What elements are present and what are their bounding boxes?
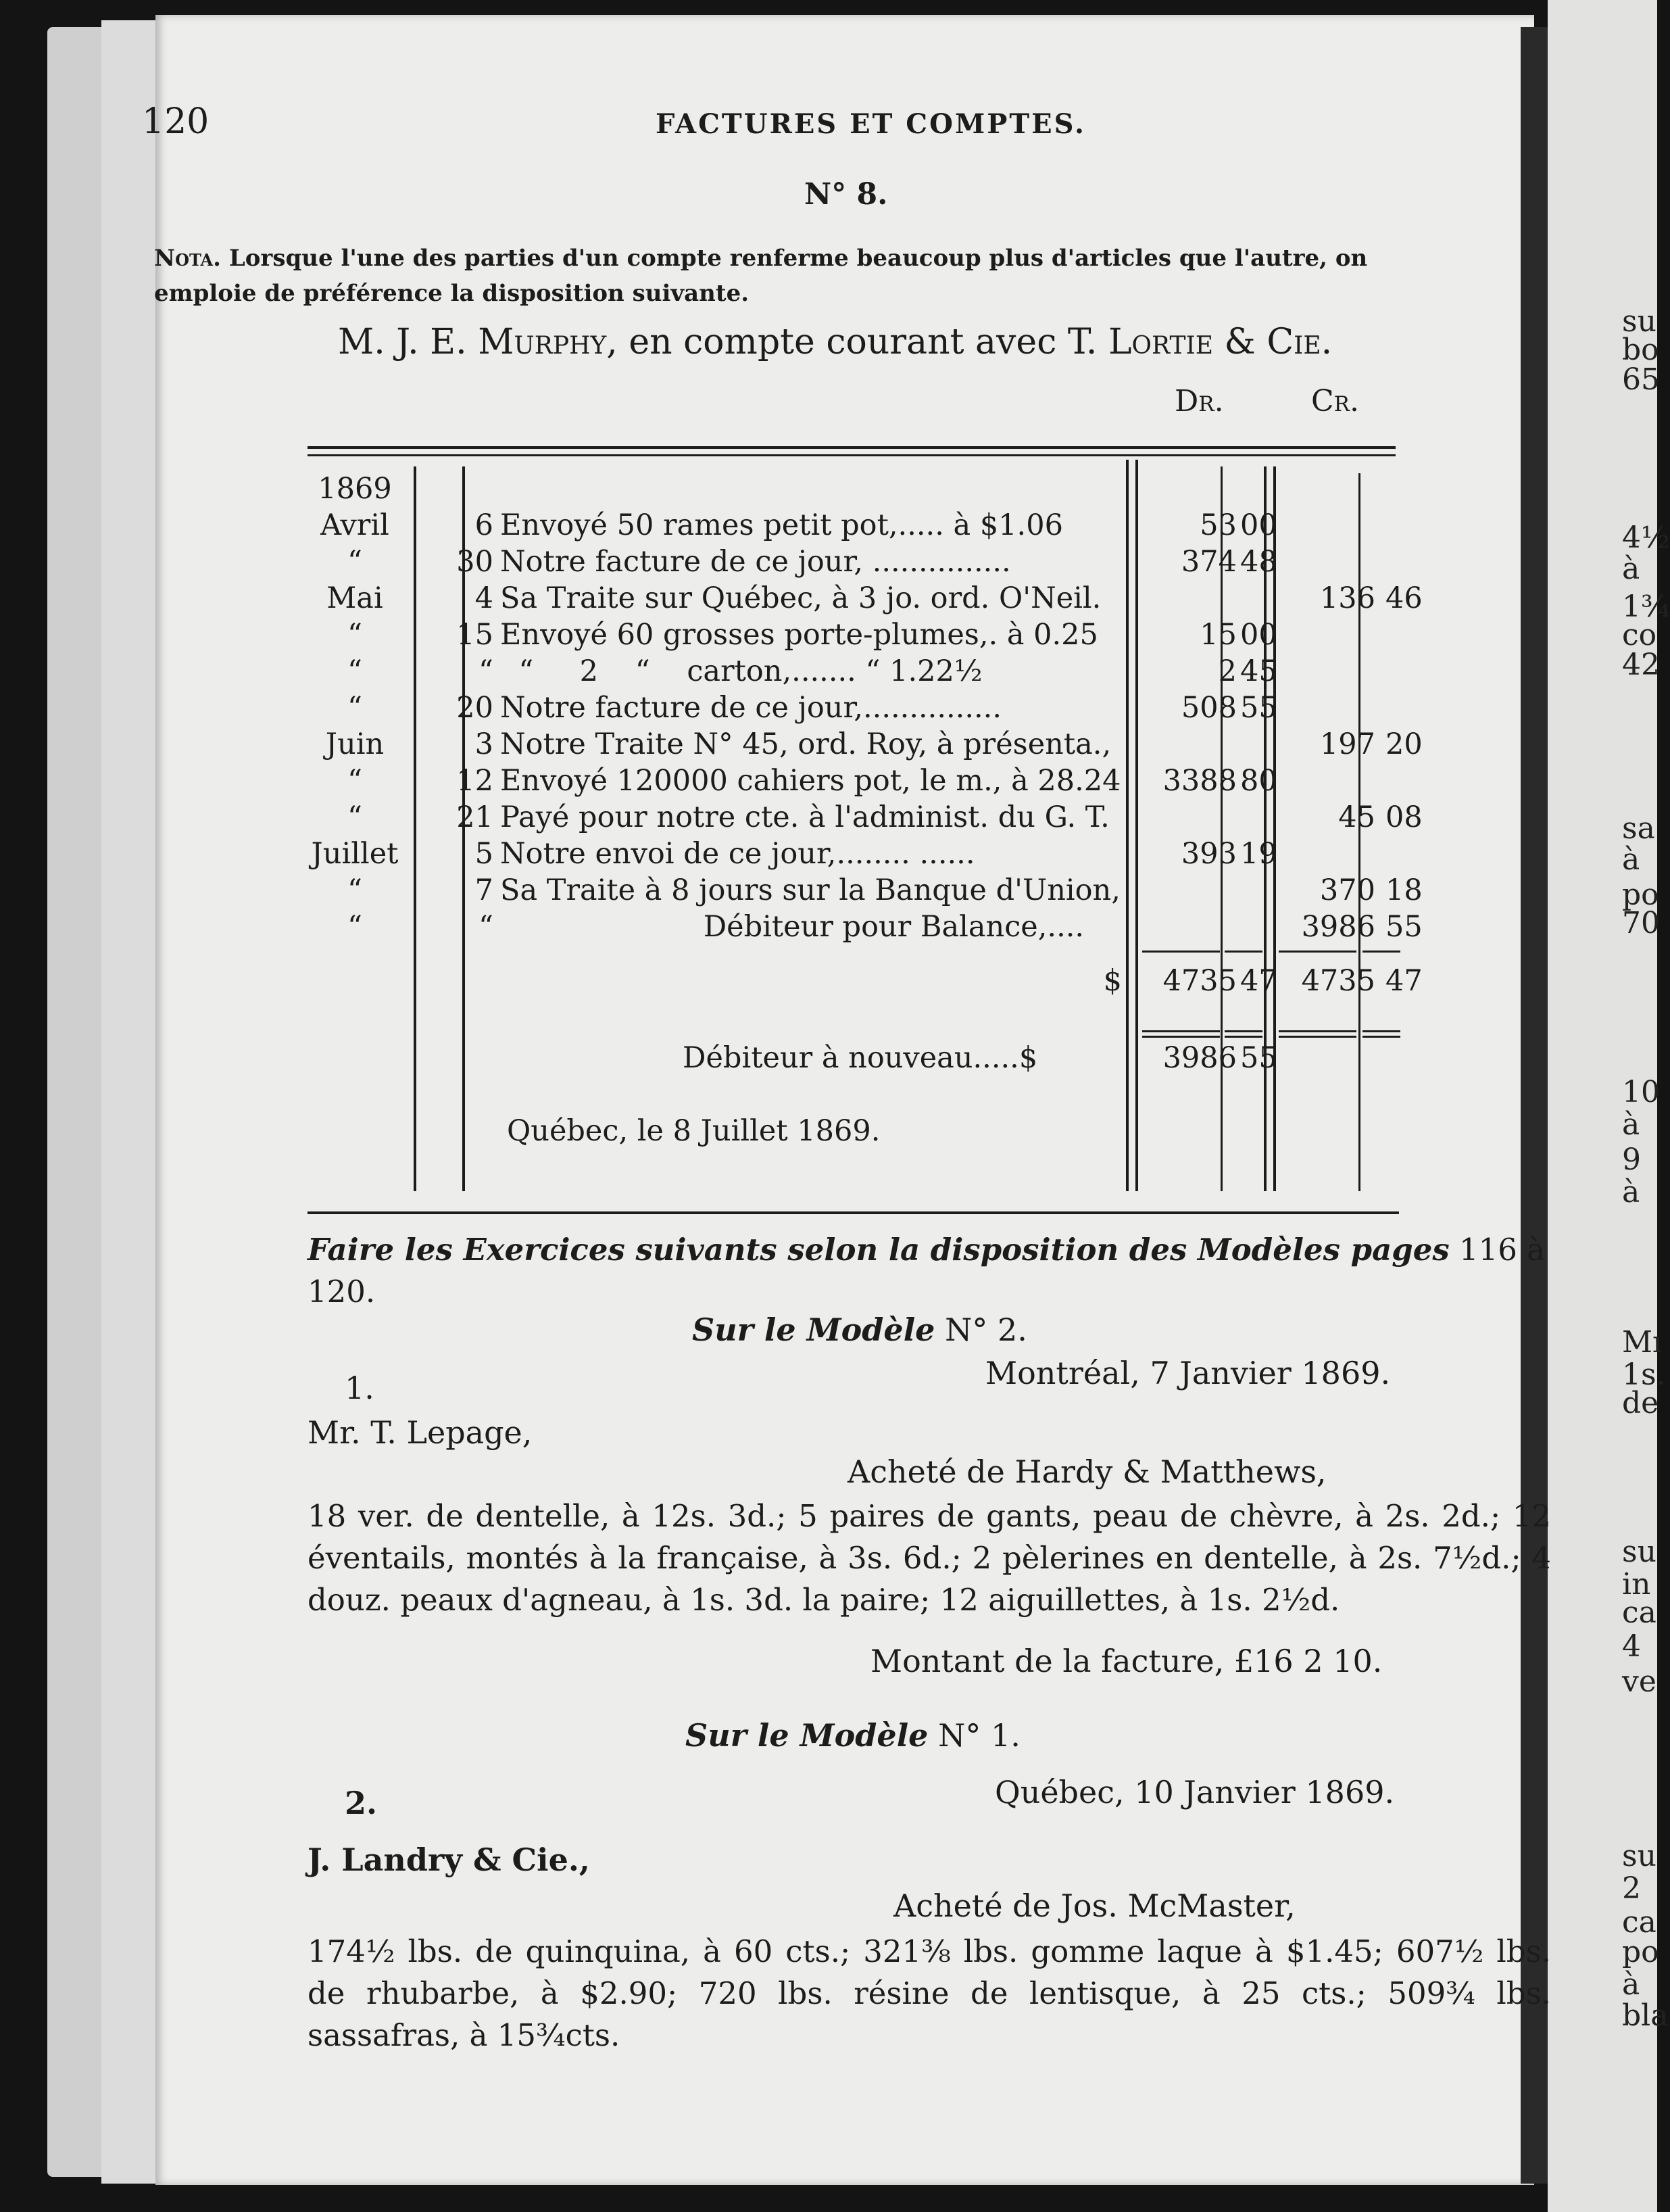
ledger-cell-month: “: [347, 654, 362, 688]
ledger-cell-cr-c: 08: [1385, 800, 1423, 834]
adjacent-page-fragment: su: [1622, 304, 1656, 339]
adjacent-page-fragment: 10: [1622, 1075, 1660, 1109]
adjacent-page-fragment: 1s.: [1622, 1357, 1666, 1392]
adjacent-page-fragment: bla: [1622, 1998, 1669, 2033]
adjacent-page-fragment: 2: [1622, 1871, 1641, 1906]
total-double-rule-drc: [1225, 1030, 1262, 1032]
ex1-number: 1.: [345, 1370, 374, 1406]
ledger-row: [304, 690, 1399, 726]
balance-dr-cents: 55: [1240, 1041, 1277, 1075]
total-double-rule-cr: [1279, 1030, 1356, 1032]
ledger-cell-day: 30: [456, 545, 493, 579]
total-double-rule-cr-2: [1279, 1036, 1356, 1038]
adjacent-page-fragment: su: [1622, 1535, 1656, 1569]
adjacent-page-fragment: bo: [1622, 333, 1659, 367]
ledger-cell-month: “: [347, 764, 362, 798]
adjacent-page-fragment: ca: [1622, 1905, 1656, 1940]
ledger-cell-dr-c: 45: [1240, 654, 1277, 688]
ledger-cell-day: 3: [474, 727, 493, 761]
ledger-row: [304, 872, 1423, 909]
ex1-total: Montant de la facture, £16 2 10.: [870, 1643, 1383, 1679]
account-creditor: Lortie & Cie.: [1108, 322, 1333, 362]
total-rule-dr: [1142, 951, 1220, 953]
ledger-cell-desc: Envoyé 50 rames petit pot,..... à $1.06: [500, 508, 1063, 542]
ledger-place-date-row: [304, 1113, 1399, 1149]
ex2-model-number: N° 1.: [928, 1717, 1021, 1754]
adjacent-page-fragment: 9: [1622, 1143, 1641, 1177]
ledger-cell-dr-c: 00: [1240, 508, 1277, 542]
ledger-cell-day: 20: [456, 691, 493, 725]
ledger-cell-desc: Envoyé 60 grosses porte-plumes,. à 0.25: [500, 618, 1098, 652]
ex1-customer: Mr. T. Lepage,: [308, 1414, 533, 1451]
ledger-cell-cr-d: 3986: [1301, 910, 1375, 944]
ledger-cell-month: Mai: [326, 581, 383, 615]
exercises-intro: [308, 1229, 1551, 1313]
ledger-row: [304, 617, 1399, 653]
ledger-cell-day: “: [478, 654, 493, 688]
adjacent-page-fragment: à: [1622, 552, 1640, 586]
ex2-number: 2.: [345, 1785, 378, 1821]
ledger-cell-month: “: [347, 618, 362, 652]
adjacent-page-fragment: 70: [1622, 906, 1660, 940]
account-heading: [338, 322, 1332, 362]
adjacent-page-fragment: Mı: [1622, 1325, 1663, 1360]
book-spine: [1521, 27, 1548, 2184]
ledger-cell-dr-d: 393: [1181, 837, 1237, 871]
ledger-cell-dr-d: 53: [1200, 508, 1237, 542]
ledger-cell-desc: Envoyé 120000 cahiers pot, le m., à 28.24: [500, 764, 1121, 798]
ledger-cell-dr-c: 80: [1240, 764, 1277, 798]
ledger-cell-day: 6: [474, 508, 493, 542]
ex2-bought-from: Acheté de Jos. McMaster,: [893, 1888, 1296, 1924]
ledger-place-date: Québec, le 8 Juillet 1869.: [507, 1114, 881, 1148]
ledger-cell-month: “: [347, 545, 362, 579]
ledger-row: [304, 653, 1399, 690]
total-dr-cents: 47: [1240, 964, 1277, 998]
total-double-rule-dr-2: [1142, 1036, 1220, 1038]
ledger-cell-day: 21: [456, 800, 493, 834]
balance-dr-dollars: 3986: [1162, 1041, 1237, 1075]
ledger-bottom-rule: [308, 1211, 1399, 1214]
ledger-cell-month: “: [347, 800, 362, 834]
adjacent-page-fragment: 1¾: [1622, 590, 1670, 624]
ledger-cell-month: “: [347, 910, 362, 944]
ledger-cell-desc: Notre facture de ce jour, ...............: [500, 545, 1011, 579]
ledger-cell-desc: Sa Traite à 8 jours sur la Banque d'Union,: [500, 873, 1121, 907]
adjacent-page-fragment: 4: [1622, 1629, 1641, 1664]
adjacent-page-fragment: ve: [1622, 1664, 1656, 1699]
adjacent-page-fragment: sa: [1622, 811, 1655, 846]
ledger-top-rule: [308, 446, 1396, 449]
ex2-place-date: Québec, 10 Janvier 1869.: [995, 1774, 1395, 1810]
total-dollar-sign: $: [1103, 964, 1122, 998]
adjacent-page-fragment: in: [1622, 1567, 1651, 1602]
account-debtor: Murphy: [478, 322, 607, 362]
ledger-cell-cr-d: 197: [1319, 727, 1375, 761]
ledger-cell-dr-d: 3388: [1162, 764, 1237, 798]
adjacent-page-fragment: ca: [1622, 1595, 1656, 1630]
adjacent-page-fragment: su: [1622, 1839, 1656, 1873]
ledger-row: [304, 580, 1423, 617]
ex1-items: 18 ver. de dentelle, à 12s. 3d.; 5 paires de gants, peau de chèvre, à 2s. 2d.; 12 éventails, montés à la française, à 3s. 6d.; 2 pèlerines en dentelle, à 2s. 7½d.; 4 douz. peaux d'agneau, à 1s. 3d. la paire; 12 aiguillettes, à 1s. 2½d.: [308, 1498, 1551, 1618]
ledger-row: [304, 836, 1399, 872]
ledger-cell-dr-c: 55: [1240, 691, 1277, 725]
total-rule-cr: [1279, 951, 1356, 953]
ledger-cell-cr-d: 370: [1319, 873, 1375, 907]
balance-label: Débiteur à nouveau.....$: [683, 1041, 1038, 1075]
adjacent-page-fragment: po: [1622, 1935, 1659, 1969]
ex1-model: [692, 1312, 1027, 1348]
adjacent-page-fragment: de: [1622, 1386, 1659, 1420]
total-rule-drc: [1225, 951, 1262, 953]
ledger-cell-desc: “ 2 “ carton,....... “ 1.22½: [500, 654, 983, 688]
ex1-place-date: Montréal, 7 Janvier 1869.: [985, 1355, 1391, 1391]
ledger-cell-desc: Débiteur pour Balance,....: [500, 910, 1085, 944]
adjacent-page-fragment: 4½: [1622, 521, 1670, 555]
total-double-rule-crc: [1362, 1030, 1400, 1032]
ledger-cell-month: Avril: [320, 508, 389, 542]
nota-text: Lorsque l'une des parties d'un compte renferme beaucoup plus d'articles que l'autre, on emploie de préférence la disposition suivante.: [154, 245, 1368, 307]
total-double-rule-dr: [1142, 1030, 1220, 1032]
ledger-cell-month: “: [347, 691, 362, 725]
ex2-model-italic: Sur le Modèle: [685, 1717, 929, 1754]
ledger-cell-dr-c: 19: [1240, 837, 1277, 871]
ledger-cell-desc: Notre envoi de ce jour,........ ......: [500, 837, 975, 871]
ledger-cell-dr-c: 00: [1240, 618, 1277, 652]
ledger-row: [304, 763, 1399, 799]
ex2-items: 174½ lbs. de quinquina, à 60 cts.; 321⅜ lbs. gomme laque à $1.45; 607½ lbs. de rhubarbe, à $2.90; 720 lbs. résine de lentisque, à 25 cts.; 509¾ lbs. sassafras, à 15¾cts.: [308, 1933, 1551, 2053]
ledger-year: 1869: [318, 472, 392, 506]
ledger-cell-day: 15: [456, 618, 493, 652]
adjacent-page-fragment: à: [1622, 1107, 1640, 1142]
ledger-cell-dr-d: 15: [1200, 618, 1237, 652]
ledger-cell-cr-d: 136: [1319, 581, 1375, 615]
ledger-cell-month: “: [347, 873, 362, 907]
total-cr-dollars: 4735: [1301, 964, 1375, 998]
ledger-cell-dr-c: 48: [1240, 545, 1277, 579]
ledger-cell-day: 12: [456, 764, 493, 798]
total-double-rule-drc-2: [1225, 1036, 1262, 1038]
debit-column-label: Dr.: [1175, 384, 1224, 418]
ledger-top-rule-2: [308, 454, 1396, 456]
adjacent-page-fragment: co: [1622, 618, 1657, 652]
total-double-rule-crc-2: [1362, 1036, 1400, 1038]
ledger-cell-day: “: [478, 910, 493, 944]
ledger-cell-dr-d: 2: [1218, 654, 1237, 688]
adjacent-page-fragment: 65: [1622, 362, 1660, 397]
ledger-cell-month: Juillet: [311, 837, 399, 871]
ledger-cell-cr-c: 18: [1385, 873, 1423, 907]
account-prefix: M. J. E.: [338, 322, 478, 362]
ledger-row: [304, 799, 1423, 836]
adjacent-page-fragment: 42: [1622, 648, 1660, 682]
ex2-model: [685, 1717, 1021, 1754]
adjacent-page-fragment: po: [1622, 877, 1659, 912]
ex1-bought-from: Acheté de Hardy & Matthews,: [848, 1453, 1327, 1490]
adjacent-page: [1548, 0, 1670, 2212]
ledger-cell-day: 7: [474, 873, 493, 907]
total-cr-cents: 47: [1385, 964, 1423, 998]
exercises-intro-italic: Faire les Exercices suivants selon la disposition des Modèles pages: [308, 1232, 1450, 1268]
ledger-row: [304, 726, 1423, 763]
ledger-row: [304, 544, 1399, 580]
ledger-cell-cr-c: 55: [1385, 910, 1423, 944]
running-head: FACTURES ET COMPTES.: [656, 108, 1086, 140]
section-number: N° 8.: [804, 177, 888, 212]
adjacent-page-fragment: à: [1622, 1967, 1640, 2002]
ledger-cell-day: 5: [474, 837, 493, 871]
ledger-cell-cr-c: 20: [1385, 727, 1423, 761]
ex2-customer: J. Landry & Cie.,: [308, 1842, 590, 1878]
ledger-cell-day: 4: [474, 581, 493, 615]
ledger-cell-cr-d: 45: [1338, 800, 1375, 834]
account-middle: , en compte courant avec T.: [606, 322, 1108, 362]
nota-label: Nota.: [154, 245, 221, 272]
exercises-intro-rest: 116 à 120.: [308, 1232, 1546, 1309]
ledger-cell-desc: Notre facture de ce jour,...............: [500, 691, 1002, 725]
ledger-cell-month: Juin: [325, 727, 385, 761]
ledger-cell-cr-c: 46: [1385, 581, 1423, 615]
ledger-row: [304, 507, 1399, 544]
total-rule-crc: [1362, 951, 1400, 953]
ledger-cell-dr-d: 508: [1181, 691, 1237, 725]
ledger-cell-desc: Notre Traite N° 45, ord. Roy, à présenta.,: [500, 727, 1112, 761]
page-number: 120: [142, 101, 210, 142]
ex1-model-number: N° 2.: [935, 1312, 1027, 1348]
adjacent-page-fragment: à: [1622, 1175, 1640, 1209]
credit-column-label: Cr.: [1311, 384, 1359, 418]
ledger-row: [304, 909, 1423, 945]
nota-paragraph: [154, 241, 1404, 311]
ledger-balance-row: [304, 1040, 1399, 1076]
ledger-cell-desc: Payé pour notre cte. à l'administ. du G. T.: [500, 800, 1110, 834]
ledger-cell-desc: Sa Traite sur Québec, à 3 jo. ord. O'Neil.: [500, 581, 1102, 615]
ledger-cell-dr-d: 374: [1181, 545, 1237, 579]
total-dr-dollars: 4735: [1162, 964, 1237, 998]
ex1-model-italic: Sur le Modèle: [692, 1312, 935, 1348]
ledger-total-row: [304, 963, 1423, 999]
adjacent-page-fragment: à: [1622, 842, 1640, 877]
